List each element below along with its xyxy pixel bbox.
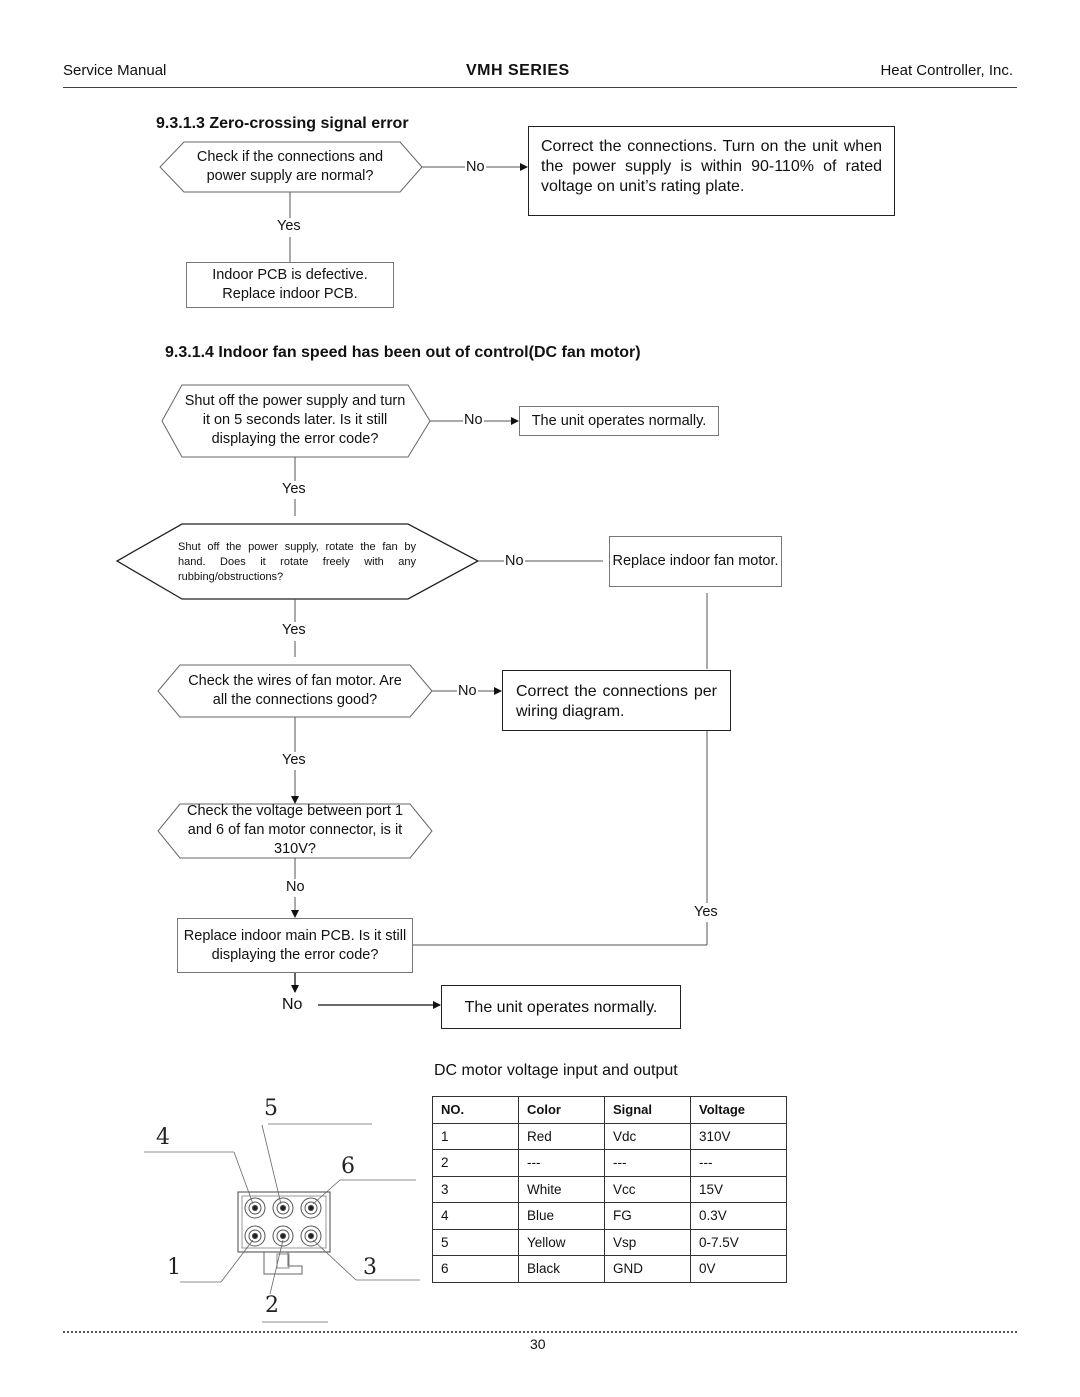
dc-motor-table — [432, 1096, 787, 1283]
table-row — [433, 1150, 787, 1177]
label-no: No — [464, 412, 483, 428]
cell-color: --- — [519, 1150, 605, 1177]
label-yes: Yes — [282, 622, 306, 638]
cell-voltage: --- — [691, 1150, 787, 1177]
cell-voltage: 15V — [691, 1176, 787, 1203]
cell-voltage: 0V — [691, 1256, 787, 1283]
box-unit-operates-normally-final: The unit operates normally. — [441, 985, 681, 1029]
table-row — [433, 1229, 787, 1256]
cell-signal: Vdc — [605, 1123, 691, 1150]
decision-check-voltage: Check the voltage between port 1 and 6 of fan motor connector, is it 310V? — [186, 803, 404, 857]
cell-no: 4 — [433, 1203, 519, 1230]
cell-color: Black — [519, 1256, 605, 1283]
table-caption: DC motor voltage input and output — [434, 1062, 678, 1079]
label-no: No — [458, 683, 477, 699]
cell-signal: Vcc — [605, 1176, 691, 1203]
cell-signal: Vsp — [605, 1229, 691, 1256]
table-row — [433, 1123, 787, 1150]
cell-voltage: 0-7.5V — [691, 1229, 787, 1256]
label-yes: Yes — [277, 218, 301, 234]
label-yes: Yes — [282, 481, 306, 497]
box-replace-main-pcb: Replace indoor main PCB. Is it still displaying the error code? — [177, 918, 413, 973]
table-row — [433, 1203, 787, 1230]
label-no: No — [286, 879, 305, 895]
section-title-zero-crossing: 9.3.1.3 Zero-crossing signal error — [156, 115, 409, 132]
decision-check-wires: Check the wires of fan motor. Are all the connections good? — [188, 673, 402, 708]
connector-diagram — [144, 1124, 420, 1322]
decision-rotate-fan: Shut off the power supply, rotate the fan by hand. Does it rotate freely with any rubbing/obstructions? — [178, 541, 416, 583]
pin-number-5: 5 — [264, 1096, 278, 1121]
cell-signal: GND — [605, 1256, 691, 1283]
pin-number-2: 2 — [265, 1293, 279, 1318]
cell-no: 1 — [433, 1123, 519, 1150]
box-replace-fan-motor: Replace indoor fan motor. — [609, 536, 782, 587]
cell-color: White — [519, 1176, 605, 1203]
pin-number-6: 6 — [341, 1154, 355, 1179]
column-header-signal: Signal — [605, 1097, 691, 1124]
label-yes: Yes — [282, 752, 306, 768]
section-title-fan-speed: 9.3.1.4 Indoor fan speed has been out of control(DC fan motor) — [165, 344, 641, 361]
cell-no: 5 — [433, 1229, 519, 1256]
box-replace-indoor-pcb: Indoor PCB is defective. Replace indoor PCB. — [186, 262, 394, 308]
cell-no: 3 — [433, 1176, 519, 1203]
cell-signal: --- — [605, 1150, 691, 1177]
pin-number-4: 4 — [156, 1125, 170, 1150]
cell-color: Red — [519, 1123, 605, 1150]
table-row — [433, 1176, 787, 1203]
decision-connections-normal: Check if the connections and power supply are normal? — [196, 149, 384, 184]
cell-signal: FG — [605, 1203, 691, 1230]
column-header-no: NO. — [433, 1097, 519, 1124]
label-no: No — [466, 159, 485, 175]
page-number: 30 — [530, 1336, 546, 1352]
label-no: No — [282, 996, 303, 1013]
box-correct-per-wiring: Correct the connections per wiring diagram. — [502, 670, 731, 731]
box-correct-connections: Correct the connections. Turn on the unit when the power supply is within 90-110% of rated voltage on unit’s rating plate. — [528, 126, 895, 216]
table-header-row — [433, 1097, 787, 1124]
cell-color: Blue — [519, 1203, 605, 1230]
cell-no: 6 — [433, 1256, 519, 1283]
header-left: Service Manual — [63, 62, 167, 79]
decision-power-cycle: Shut off the power supply and turn it on 5 seconds later. Is it still displaying the error code? — [184, 393, 406, 447]
footer-rule — [63, 1331, 1017, 1333]
box-unit-operates-normally: The unit operates normally. — [519, 406, 719, 436]
pin-number-3: 3 — [363, 1255, 377, 1280]
column-header-voltage: Voltage — [691, 1097, 787, 1124]
cell-no: 2 — [433, 1150, 519, 1177]
header-right: Heat Controller, Inc. — [880, 62, 1013, 79]
label-yes: Yes — [694, 904, 718, 920]
cell-voltage: 310V — [691, 1123, 787, 1150]
header-title: VMH SERIES — [466, 62, 570, 79]
label-no: No — [505, 553, 524, 569]
column-header-color: Color — [519, 1097, 605, 1124]
table-row — [433, 1256, 787, 1283]
cell-voltage: 0.3V — [691, 1203, 787, 1230]
cell-color: Yellow — [519, 1229, 605, 1256]
pin-number-1: 1 — [167, 1255, 181, 1280]
